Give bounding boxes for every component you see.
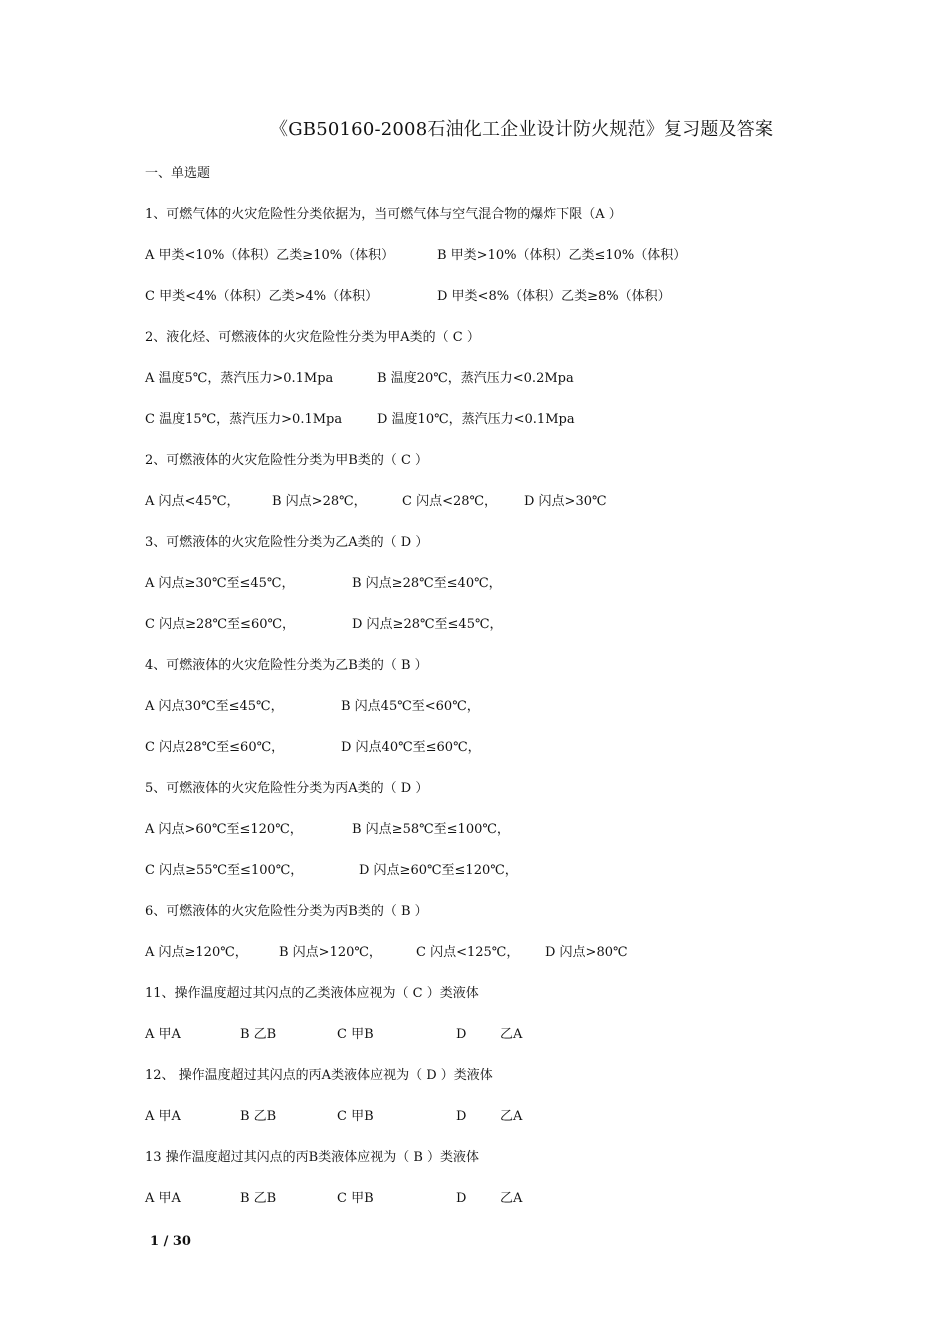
question-option: D 闪点≥60℃至≤120℃， [359,863,518,878]
question-stem: 2、液化烃、可燃液体的火灾危险性分类为甲A类的（ C ） [145,330,480,345]
question-option: B 甲类>10%（体积）乙类≤10%（体积） [437,248,687,263]
document-title: 《GB50160-2008石油化工企业设计防火规范》复习题及答案 [270,119,774,140]
question-option: B 闪点>28℃， [272,494,367,509]
question-option: B 温度20℃，蒸汽压力<0.2Mpa [377,371,574,386]
question-option: C 甲类<4%（体积）乙类>4%（体积） [145,289,379,304]
question-option: C 甲B [337,1027,374,1042]
question-option: D 闪点≥28℃至≤45℃， [352,617,503,632]
question-option: A 闪点<45℃， [145,494,240,509]
question-option: D [456,1109,467,1124]
question-option: D 闪点>30℃ [524,494,607,509]
question-option: C 甲B [337,1191,374,1206]
question-option: B 闪点>120℃， [279,945,382,960]
page-number: 1 / 30 [150,1234,191,1249]
question-stem: 2、可燃液体的火灾危险性分类为甲B类的（ C ） [145,453,429,468]
question-option: C 闪点≥28℃至≤60℃， [145,617,296,632]
question-stem: 6、可燃液体的火灾危险性分类为丙B类的（ B ） [145,904,428,919]
question-option: A 甲A [145,1191,181,1206]
question-stem: 3、可燃液体的火灾危险性分类为乙A类的（ D ） [145,535,429,550]
question-option: D [456,1027,467,1042]
question-option: D 闪点40℃至≤60℃， [341,740,481,755]
question-option: B 闪点≥28℃至≤40℃， [352,576,502,591]
question-option: B 闪点≥58℃至≤100℃， [352,822,510,837]
question-option: A 闪点≥120℃， [145,945,248,960]
question-stem: 5、可燃液体的火灾危险性分类为丙A类的（ D ） [145,781,429,796]
question-option: B 闪点45℃至<60℃， [341,699,480,714]
question-option: A 甲A [145,1109,181,1124]
question-option: D [456,1191,467,1206]
question-option: C 闪点<28℃， [402,494,498,509]
question-stem: 4、可燃液体的火灾危险性分类为乙B类的（ B ） [145,658,428,673]
question-option: 乙A [500,1027,523,1042]
question-option: D 温度10℃，蒸汽压力<0.1Mpa [377,412,575,427]
question-option: A 闪点30℃至≤45℃， [145,699,284,714]
question-option: A 闪点≥30℃至≤45℃， [145,576,295,591]
question-option: B 乙B [240,1109,277,1124]
question-stem: 1、可燃气体的火灾危险性分类依据为，当可燃气体与空气混合物的爆炸下限（A ） [145,207,622,222]
question-option: C 闪点≥55℃至≤100℃， [145,863,304,878]
question-option: C 闪点<125℃， [416,945,520,960]
question-option: B 乙B [240,1027,277,1042]
question-option: A 甲A [145,1027,181,1042]
question-option: C 甲B [337,1109,374,1124]
question-option: C 温度15℃，蒸汽压力>0.1Mpa [145,412,343,427]
question-option: 乙A [500,1109,523,1124]
question-option: A 闪点>60℃至≤120℃， [145,822,303,837]
question-option: 乙A [500,1191,523,1206]
question-option: A 甲类<10%（体积）乙类≥10%（体积） [145,248,395,263]
question-stem: 13 操作温度超过其闪点的丙B类液体应视为（ B ）类液体 [145,1150,480,1165]
question-stem: 11、操作温度超过其闪点的乙类液体应视为（ C ）类液体 [145,986,479,1001]
question-stem: 12、 操作温度超过其闪点的丙A类液体应视为（ D ）类液体 [145,1068,493,1083]
question-option: D 闪点>80℃ [545,945,628,960]
question-option: D 甲类<8%（体积）乙类≥8%（体积） [437,289,671,304]
question-option: B 乙B [240,1191,277,1206]
question-option: A 温度5℃，蒸汽压力>0.1Mpa [145,371,334,386]
section-heading: 一、单选题 [145,166,211,181]
question-option: C 闪点28℃至≤60℃， [145,740,285,755]
